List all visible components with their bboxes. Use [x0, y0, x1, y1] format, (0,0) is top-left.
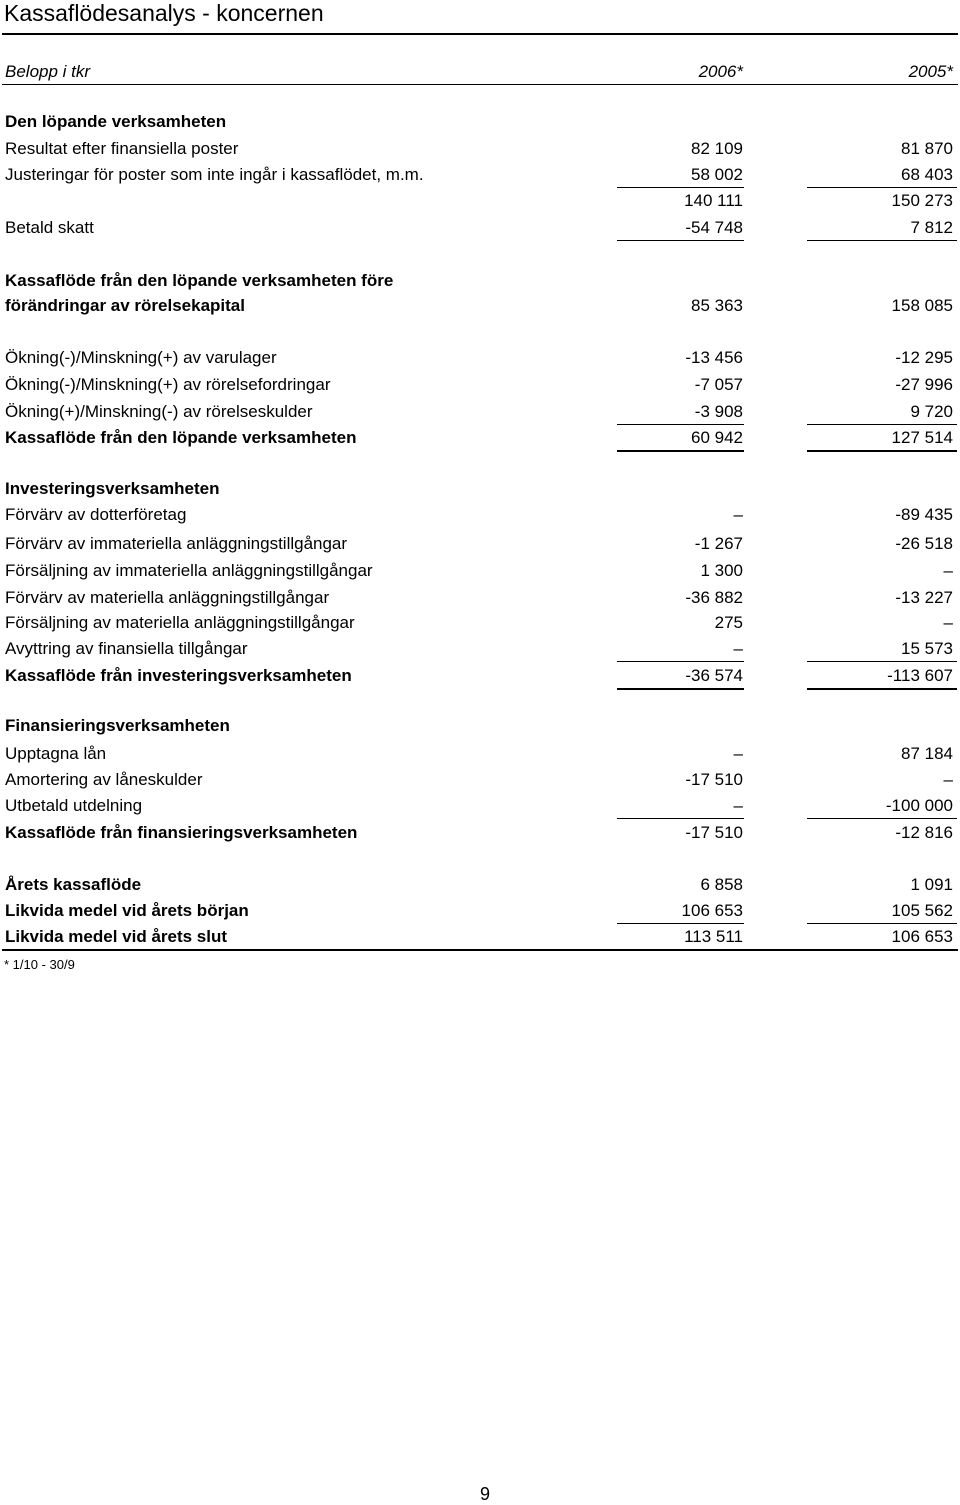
row-label: Finansieringsverksamheten — [5, 716, 230, 735]
value-2005: -89 435 — [895, 505, 953, 524]
value-2006: 113 511 — [684, 927, 743, 946]
subtotal-rule — [617, 818, 744, 819]
row-label: Förvärv av materiella anläggningstillgångar — [5, 588, 330, 607]
total-row — [0, 821, 960, 845]
subtotal-rule — [807, 424, 957, 425]
value-2005: – — [943, 561, 953, 580]
total-rule — [807, 688, 957, 690]
value-2006: – — [733, 744, 743, 763]
column-header-2005: 2005* — [908, 62, 953, 81]
value-2005: -12 295 — [895, 348, 953, 367]
section-heading-financing — [0, 714, 960, 738]
value-2006: -1 267 — [694, 534, 743, 553]
value-2005: 158 085 — [891, 296, 953, 315]
value-2006: 58 002 — [691, 165, 743, 184]
section-heading-investing — [0, 477, 960, 501]
value-2005: 106 653 — [891, 927, 953, 946]
total-row — [0, 664, 960, 688]
row-label: Upptagna lån — [5, 744, 107, 763]
value-2005: 105 562 — [891, 901, 953, 920]
value-2006: -7 057 — [694, 375, 743, 394]
footnote: * 1/10 - 30/9 — [4, 957, 75, 972]
amount-unit-label: Belopp i tkr — [5, 62, 91, 81]
table-row — [0, 137, 960, 161]
row-label: Investeringsverksamheten — [5, 479, 220, 498]
value-2005: 7 812 — [910, 218, 953, 237]
row-label: Försäljning av materiella anläggningstillgångar — [5, 613, 355, 632]
row-label: Förvärv av dotterföretag — [5, 505, 187, 524]
value-2006: 1 300 — [700, 561, 743, 580]
total-rule — [617, 450, 744, 452]
value-2006: 85 363 — [691, 296, 743, 315]
value-2005: 81 870 — [901, 139, 953, 158]
value-2005: – — [943, 770, 953, 789]
closing-rule — [2, 949, 958, 951]
subtotal-rule — [807, 661, 957, 662]
row-label: Kassaflöde från investeringsverksamheten — [5, 666, 352, 685]
subtotal-rule — [617, 923, 744, 924]
row-label: Likvida medel vid årets början — [5, 901, 249, 920]
value-2006: 140 111 — [684, 191, 743, 210]
value-2005: 15 573 — [901, 639, 953, 658]
subtotal-rule — [617, 240, 744, 241]
total-row — [0, 426, 960, 450]
row-label: Försäljning av immateriella anläggningstillgångar — [5, 561, 373, 580]
value-2006: 106 653 — [681, 901, 743, 920]
value-2005: 9 720 — [910, 402, 953, 421]
subtotal-rule — [617, 187, 744, 188]
value-2005: – — [943, 613, 953, 632]
value-2006: -36 574 — [685, 666, 743, 685]
table-row — [0, 637, 960, 661]
row-label: Ökning(-)/Minskning(+) av rörelsefordringar — [5, 375, 331, 394]
row-label: Ökning(-)/Minskning(+) av varulager — [5, 348, 277, 367]
value-2006: 6 858 — [700, 875, 743, 894]
row-label: Utbetald utdelning — [5, 796, 143, 815]
column-header-2006: 2006* — [698, 62, 743, 81]
table-row — [0, 794, 960, 818]
table-row — [0, 611, 960, 635]
total-rule — [617, 688, 744, 690]
total-row — [0, 873, 960, 897]
value-2006: – — [733, 505, 743, 524]
total-rule — [807, 450, 957, 452]
value-2005: 127 514 — [891, 428, 953, 447]
value-2006: -36 882 — [685, 588, 743, 607]
total-row — [0, 899, 960, 923]
subtotal-row — [0, 189, 960, 213]
subtotal-heading — [0, 269, 960, 293]
page-number: 9 — [480, 1484, 491, 1504]
value-2005: -13 227 — [895, 588, 953, 607]
subtotal-rule — [807, 923, 957, 924]
value-2005: -113 607 — [887, 666, 953, 685]
row-label: Avyttring av finansiella tillgångar — [5, 639, 248, 658]
row-label: Årets kassaflöde — [5, 875, 142, 894]
table-row — [0, 216, 960, 240]
subtotal-rule — [617, 424, 744, 425]
value-2005: -27 996 — [895, 375, 953, 394]
value-2006: 60 942 — [691, 428, 743, 447]
value-2005: -100 000 — [885, 796, 953, 815]
page-title: Kassaflödesanalys - koncernen — [4, 0, 324, 26]
row-label: Kassaflöde från den löpande verksamheten före — [5, 271, 394, 290]
row-label: Resultat efter finansiella poster — [5, 139, 239, 158]
row-label: Den löpande verksamheten — [5, 112, 227, 131]
table-row — [0, 373, 960, 397]
value-2006: -17 510 — [685, 823, 743, 842]
subtotal-rule — [617, 661, 744, 662]
value-2006: 275 — [714, 613, 743, 632]
table-row — [0, 346, 960, 370]
row-label: Amortering av låneskulder — [5, 770, 203, 789]
row-label: förändringar av rörelsekapital — [5, 296, 245, 315]
value-2005: 1 091 — [910, 875, 953, 894]
table-row — [0, 400, 960, 424]
value-2006: 82 109 — [691, 139, 743, 158]
table-row — [0, 768, 960, 792]
value-2006: -54 748 — [685, 218, 743, 237]
value-2006: – — [733, 639, 743, 658]
table-row — [0, 503, 960, 527]
value-2006: – — [733, 796, 743, 815]
value-2006: -17 510 — [685, 770, 743, 789]
table-row — [0, 586, 960, 610]
row-label: Förvärv av immateriella anläggningstillgångar — [5, 534, 348, 553]
subtotal-rule — [807, 187, 957, 188]
value-2005: 87 184 — [901, 744, 953, 763]
value-2005: 68 403 — [901, 165, 953, 184]
row-label: Justeringar för poster som inte ingår i kassaflödet, m.m. — [5, 165, 424, 184]
column-header-row — [0, 60, 960, 84]
row-label: Ökning(+)/Minskning(-) av rörelseskulder — [5, 402, 313, 421]
table-row — [0, 559, 960, 583]
subtotal-rule — [807, 240, 957, 241]
title-rule — [2, 33, 958, 35]
table-row — [0, 532, 960, 556]
value-2006: -3 908 — [694, 402, 743, 421]
value-2005: -26 518 — [895, 534, 953, 553]
value-2006: -13 456 — [685, 348, 743, 367]
table-row — [0, 742, 960, 766]
table-row — [0, 163, 960, 187]
total-row — [0, 925, 960, 949]
subtotal-rule — [807, 818, 957, 819]
subtotal-row — [0, 294, 960, 318]
value-2005: 150 273 — [891, 191, 953, 210]
value-2005: -12 816 — [895, 823, 953, 842]
header-rule — [2, 84, 958, 85]
row-label: Betald skatt — [5, 218, 94, 237]
section-heading-operating — [0, 110, 960, 134]
row-label: Likvida medel vid årets slut — [5, 927, 228, 946]
row-label: Kassaflöde från finansieringsverksamheten — [5, 823, 358, 842]
row-label: Kassaflöde från den löpande verksamheten — [5, 428, 357, 447]
